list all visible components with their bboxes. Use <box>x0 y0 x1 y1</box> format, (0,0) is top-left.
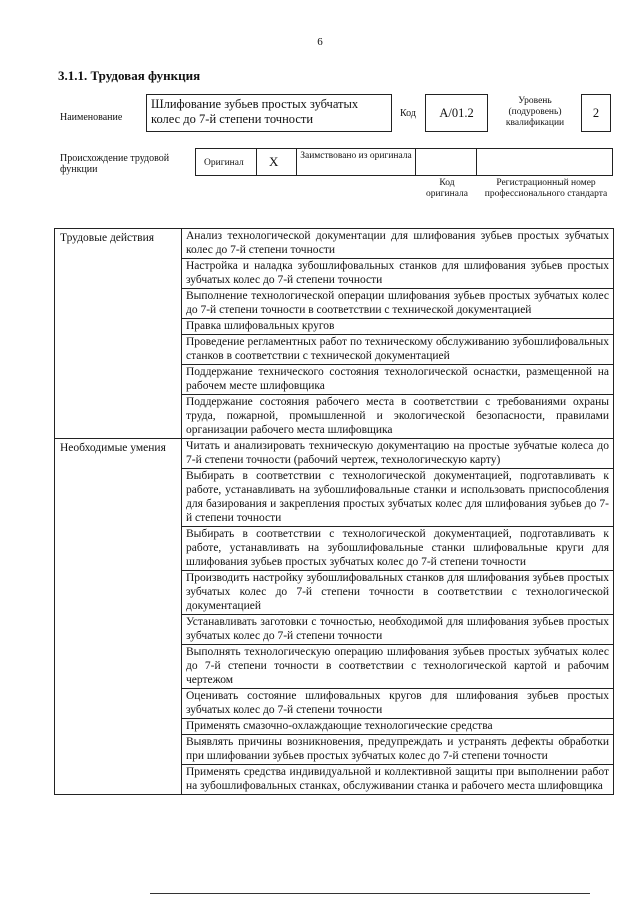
function-name-box: Шлифование зубьев простых зубчатых колес до 7-й степени точности <box>146 94 392 132</box>
skill-text: Выявлять причины возникновения, предупреждать и устранять дефекты обработки при шлифовании зубьев простых зубчатых колес до 7-й степени точности <box>182 735 614 765</box>
labor-action-text: Правка шлифовальных кругов <box>182 319 614 335</box>
skill-text: Выполнять технологическую операцию шлифования зубьев простых зубчатых колес до 7-й степени точности в соответствии с технологической картой и рабочим чертежом <box>182 645 614 689</box>
skill-text: Выбирать в соответствии с технологической документацией, подготавливать к работе, устанавливать на зубошлифовальные станки и использовать приспособления для базирования и закрепления простых зубчатых колес для шлифования зубьев до 7-й степени точности <box>182 469 614 527</box>
name-label: Наименование <box>60 112 123 123</box>
borrowed-label: Заимствовано из оригинала <box>300 151 412 161</box>
labor-action-text: Проведение регламентных работ по техническому обслуживанию зубошлифовальных станков в соответствии с технической документацией <box>182 335 614 365</box>
skill-text: Производить настройку зубошлифовальных станков для шлифования зубьев простых зубчатых колес до 7-й степени точности в соответствии с технологической документацией <box>182 571 614 615</box>
level-value-box: 2 <box>581 94 611 132</box>
skill-text: Устанавливать заготовки с точностью, необходимой для шлифования зубьев простых зубчатых колес до 7-й степени точности <box>182 615 614 645</box>
origin-table <box>195 148 613 176</box>
level-label: Уровень (подуровень) квалификации <box>505 96 565 128</box>
origin-divider <box>256 149 257 175</box>
code-original-label: Код оригинала <box>426 178 468 199</box>
skills-label: Необходимые умения <box>55 439 182 795</box>
reg-number-label: Регистрационный номер профессионального стандарта <box>484 178 608 199</box>
origin-label: Происхождение трудовой функции <box>60 153 170 175</box>
original-mark: X <box>269 154 279 169</box>
code-label: Код <box>400 108 416 119</box>
labor-actions-label: Трудовые действия <box>55 229 182 439</box>
origin-divider <box>476 149 477 175</box>
labor-action-text: Анализ технологической документации для шлифования зубьев простых зубчатых колес до 7-й степени точности <box>182 229 614 259</box>
labor-action-text: Выполнение технологической операции шлифования зубьев простых зубчатых колес до 7-й степени точности в соответствии с технической документацией <box>182 289 614 319</box>
skill-text: Оценивать состояние шлифовальных кругов для шлифования зубьев простых зубчатых колес до 7-й степени точности <box>182 689 614 719</box>
skill-text: Выбирать в соответствии с технологической документацией, подготавливать к работе, устанавливать на зубошлифовальные станки шлифовальные круги для шлифования зубьев простых зубчатых колес до 7-й степени точности <box>182 527 614 571</box>
skill-text: Читать и анализировать техническую документацию на простые зубчатые колеса до 7-й степени точности (рабочий чертеж, технологическую карту) <box>182 439 614 469</box>
section-title: 3.1.1. Трудовая функция <box>58 68 201 83</box>
page-number: 6 <box>317 36 323 48</box>
skill-row <box>55 439 614 469</box>
labor-action-text: Поддержание состояния рабочего места в соответствии с требованиями охраны труда, пожарной, промышленной и экологической безопасности, правилами организации рабочего места шлифовщика <box>182 395 614 439</box>
labor-action-text: Настройка и наладка зубошлифовальных станков для шлифования зубьев простых зубчатых колес до 7-й степени точности <box>182 259 614 289</box>
original-label: Оригинал <box>204 158 244 168</box>
origin-divider <box>296 149 297 175</box>
competency-table <box>54 228 614 795</box>
skill-text: Применять средства индивидуальной и коллективной защиты при выполнении работ на зубошлифовальных станках, обслуживании станка и рабочего места шлифовщика <box>182 765 614 795</box>
labor-action-row <box>55 229 614 259</box>
skill-text: Применять смазочно-охлаждающие технологические средства <box>182 719 614 735</box>
origin-divider <box>415 149 416 175</box>
labor-action-text: Поддержание технического состояния технологической оснастки, размещенной на рабочем месте шлифовщика <box>182 365 614 395</box>
code-value-box: A/01.2 <box>425 94 488 132</box>
bottom-divider <box>150 893 590 894</box>
